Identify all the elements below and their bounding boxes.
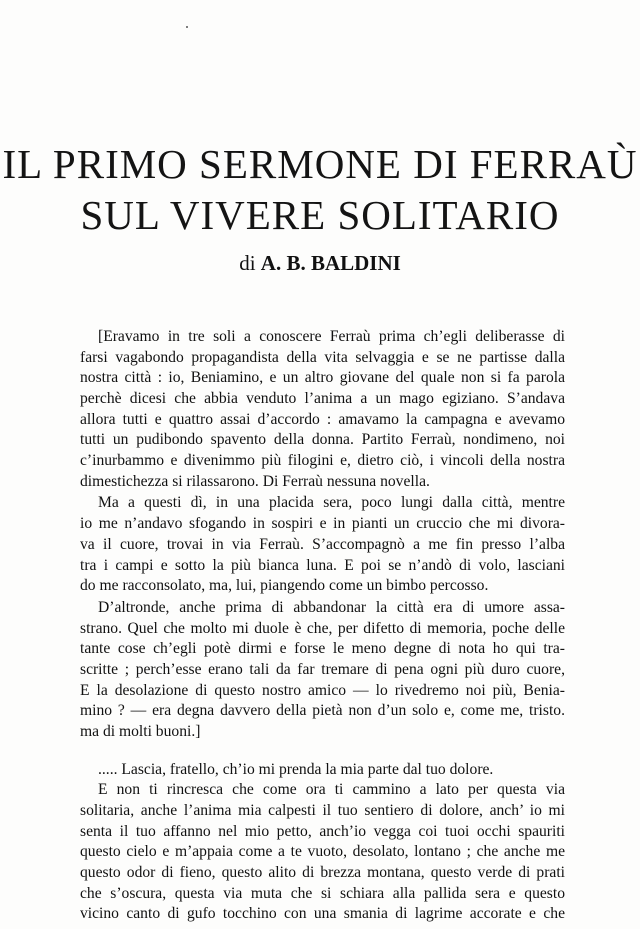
text-line: tra i campi e sotto la più bianca luna. E poi se n’andò di volo, lasciani <box>80 556 565 574</box>
text-line: solitaria, anche l’anima mia calpesti il tuo sentiero di dolore, anch’ io mi <box>80 801 565 819</box>
article-title-line-1: IL PRIMO SERMONE DI FERRAÙ <box>2 141 638 187</box>
author-name: A. B. BALDINI <box>260 251 401 275</box>
text-line: farsi vagabondo propagandista della vita selvaggia e se ne partisse dalla <box>80 348 565 366</box>
text-line: E la desolazione di questo nostro amico — lo rivedremo noi più, Benia- <box>80 681 565 699</box>
text-line: ma di molti buoni.] <box>80 722 201 740</box>
text-line: questo cielo e m’appaia come a te vuoto, desolato, lontano ; che anche me <box>80 843 565 861</box>
scan-speck <box>186 26 188 28</box>
article-byline <box>0 250 640 276</box>
text-line: che s’oscura, questa via muta che si schiara alla pallida sera e questo <box>80 884 565 902</box>
text-line: scritte ; perch’esse erano tali da far tremare di pena ogni più duro cuore, <box>80 660 565 678</box>
text-line: va il cuore, trovai in via Ferraù. S’accompagnò a me fin presso l’alba <box>80 535 565 553</box>
text-line: tante cose ch’egli potè dirmi e forse le meno degne di nota ho qui tra- <box>80 640 565 658</box>
text-line: perchè dicesi che abbia venduto l’anima a un mago egiziano. S’andava <box>80 390 565 407</box>
text-line: ..... Lascia, fratello, ch’io mi prenda la mia parte dal tuo dolore. <box>98 760 494 778</box>
text-line: tutti un pudibondo spavento della donna. Partito Ferraù, nondimeno, noi <box>80 431 565 449</box>
text-line: vicino canto di gufo tocchino con una smania di lagrime accorate e che <box>80 905 565 923</box>
byline-prefix: di <box>239 251 256 275</box>
text-line: senta il tuo affanno nel mio petto, anch’io vegga coi tuoi occhi spauriti <box>80 822 565 840</box>
article-title-line-2: SUL VIVERE SOLITARIO <box>80 192 560 238</box>
text-line: E non ti rincresca che come ora ti cammino a lato per questa via <box>98 781 565 799</box>
text-line: dimestichezza si rilassarono. Di Ferraù nessuna novella. <box>80 472 430 490</box>
text-line: io me n’andavo sfogando in sospiri e in pianti un cruccio che mi divora- <box>80 515 565 533</box>
text-line: questo odor di fieno, questo alito di brezza montana, questo verde di prati <box>80 864 565 881</box>
text-line: [Eravamo in tre soli a conoscere Ferraù prima ch’egli deliberasse di <box>98 328 565 345</box>
text-line: c’inurbammo e divenimmo più filogini e, dietro ciò, i vincoli della nostra <box>80 452 565 470</box>
text-line: D’altronde, anche prima di abbandonar la città era di umore assa- <box>98 598 565 616</box>
text-line: nostra città : io, Beniamino, e un altro giovane del quale non si fa parola <box>80 369 565 387</box>
text-line: allora tutti e quattro assai d’accordo : amavamo la campagna e avevamo <box>80 410 565 428</box>
text-line: do me racconsolato, ma, lui, piangendo come un bimbo percosso. <box>80 577 489 595</box>
text-line: Ma a questi dì, in una placida sera, poco lungi dalla città, mentre <box>98 494 565 512</box>
text-line: mino ? — era degna davvero della pietà non d’un solo e, come me, tristo. <box>80 702 565 720</box>
text-line: strano. Quel che molto mi duole è che, per difetto di memoria, poche delle <box>80 619 565 637</box>
